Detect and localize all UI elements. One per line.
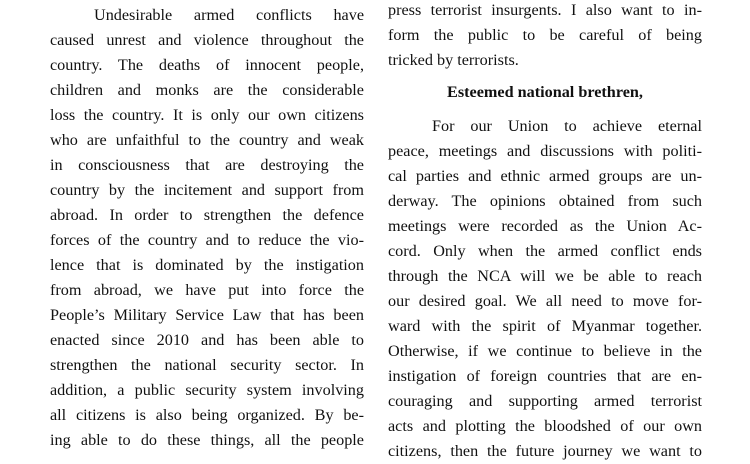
body-text-line: cal parties and ethnic armed groups are un- [388,167,702,185]
body-text-line: in consciousness that are destroying the [50,156,364,174]
body-text-line: form the public to be careful of being [388,26,702,44]
body-text-line: country by the incitement and support from [50,181,364,199]
body-text-line: Undesirable armed conflicts have [94,6,364,24]
body-text-line: For our Union to achieve eternal [432,117,702,135]
body-text-line: loss the country. It is only our own citizens [50,106,364,124]
body-text-line: peace, meetings and discussions with politi- [388,142,702,160]
body-text-line: press terrorist insurgents. I also want to in- [388,1,702,19]
body-text-line: addition, a public security system involving [50,381,364,399]
body-text-line: all citizens is also being organized. By be- [50,406,364,424]
body-text-line: instigation of foreign countries that are en- [388,367,702,385]
body-text-line: from abroad, we have put into force the [50,281,364,299]
body-text-line: strengthen the national security sector. In [50,356,364,374]
body-text-line: forces of the country and to reduce the vio- [50,231,364,249]
body-text-line: children and monks are the considerable [50,81,364,99]
body-text-line: cord. Only when the armed conflict ends [388,242,702,260]
body-text-line: derway. The opinions obtained from such [388,192,702,210]
body-text-line: tricked by terrorists. [388,51,519,69]
body-text-line: acts and plotting the bloodshed of our own [388,417,702,435]
body-text-line: enacted since 2010 and has been able to [50,331,364,349]
body-text-line: couraging and supporting armed terrorist [388,392,702,410]
body-text-line: ward with the spirit of Myanmar together. [388,317,702,335]
body-text-line: ing able to do these things, all the people [50,431,364,449]
body-text-line: abroad. In order to strengthen the defence [50,206,364,224]
body-text-line: through the NCA will we be able to reach [388,267,702,285]
body-text-line: country. The deaths of innocent people, [50,56,364,74]
body-text-line: our desired goal. We all need to move for- [388,292,702,310]
section-heading: Esteemed national brethren, [447,83,643,101]
body-text-line: meetings were recorded as the Union Ac- [388,217,702,235]
body-text-line: who are unfaithful to the country and weak [50,131,364,149]
body-text-line: lence that is dominated by the instigation [50,256,364,274]
body-text-line: Otherwise, if we continue to believe in the [388,342,702,360]
body-text-line: People’s Military Service Law that has been [50,306,364,324]
body-text-line: caused unrest and violence throughout the [50,31,364,49]
body-text-line: citizens, then the future journey we want to [388,442,702,460]
